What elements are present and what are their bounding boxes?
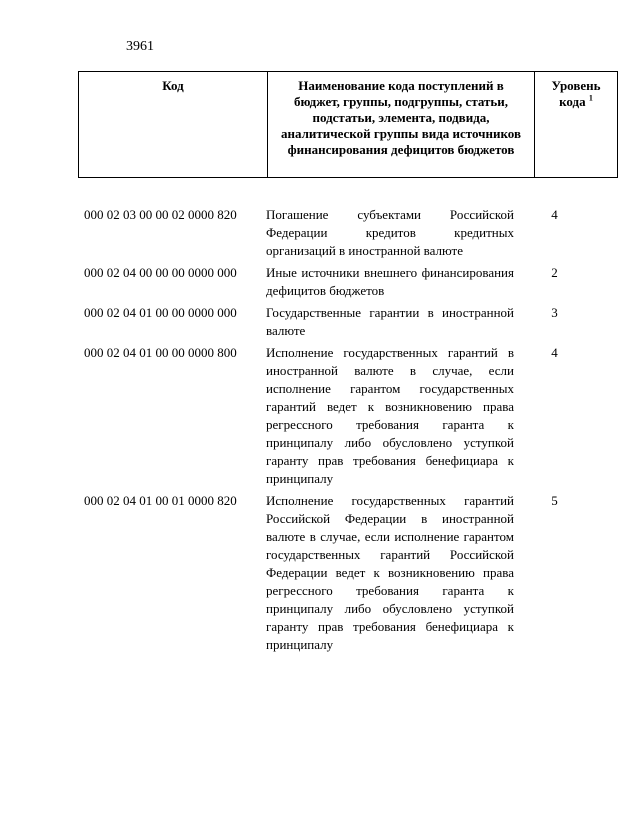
row-level: 4: [551, 207, 558, 222]
table-row: [78, 492, 595, 654]
row-level: 5: [551, 493, 558, 508]
header-level-footnote: 1: [588, 93, 593, 103]
row-code: 000 02 03 00 00 02 0000 820: [84, 207, 237, 222]
table-header: [78, 71, 618, 178]
row-level: 4: [551, 345, 558, 360]
row-name: Погашение субъектами Российской Федерации кредитов кредитных организаций в иностранной валюте: [266, 207, 514, 258]
row-name: Государственные гарантии в иностранной валюте: [266, 305, 514, 338]
header-name: Наименование кода поступлений в бюджет, группы, подгруппы, статьи, подстатьи, элемента, подвида, аналитической группы вида источников финансирования дефицитов бюджетов: [268, 72, 535, 178]
row-name: Исполнение государственных гарантий в иностранной валюте в случае, если исполнение гарантом государственных гарантий ведет к возникновению права регрессного требования гаранта к принципалу либо обусловлено уступкой гаранту прав требования бенефициара к принципалу: [266, 345, 514, 486]
page-number: 3961: [126, 39, 154, 54]
table-row: [78, 264, 595, 300]
row-code: 000 02 04 01 00 00 0000 000: [84, 305, 237, 320]
table-row: [78, 206, 595, 260]
table-row: [78, 344, 595, 488]
header-row: [79, 72, 618, 178]
row-level: 2: [551, 265, 558, 280]
row-name: Иные источники внешнего финансирования дефицитов бюджетов: [266, 265, 514, 298]
row-code: 000 02 04 01 00 00 0000 800: [84, 345, 237, 360]
header-level-label: Уровень кода: [551, 78, 601, 109]
row-name: Исполнение государственных гарантий Российской Федерации в иностранной валюте в случае, если исполнение гарантом государственных гарантий Российской Федерации ведет к возникновению права регрессного требования гаранта к принципалу либо обусловлено уступкой гаранту прав требования бенефициара к принципалу: [266, 493, 514, 652]
table-row: [78, 304, 595, 340]
header-code: Код: [79, 72, 268, 178]
row-level: 3: [551, 305, 558, 320]
table-body: [78, 206, 595, 658]
row-code: 000 02 04 00 00 00 0000 000: [84, 265, 237, 280]
header-level: [535, 72, 618, 178]
row-code: 000 02 04 01 00 01 0000 820: [84, 493, 237, 508]
